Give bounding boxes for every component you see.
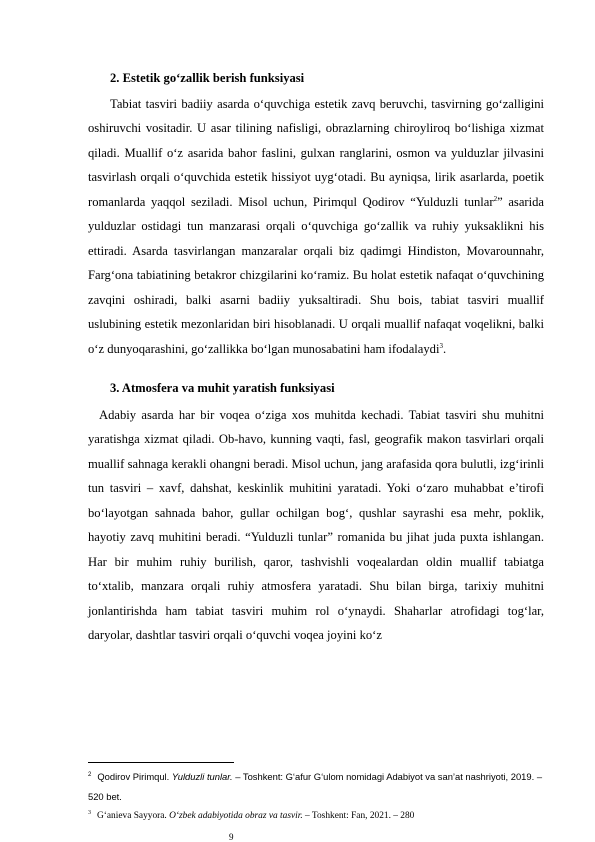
footnote-author: G‘anieva Sayyora. — [97, 811, 167, 821]
footnote-number: 2 — [88, 771, 92, 778]
section-heading-aesthetic: 2. Estetik go‘zallik berish funksiyasi — [110, 71, 305, 85]
footnote-author: Qodirov Pirimqul. — [97, 771, 170, 782]
footnote-number: 3 — [88, 809, 91, 816]
footnote-title: Yulduzli tunlar. — [171, 771, 233, 782]
footnote-ref[interactable]: 3 — [439, 341, 443, 350]
paragraph-aesthetic — [88, 92, 544, 361]
footnote-title: O‘zbek adabiyotida obraz va tasvir. — [169, 811, 303, 821]
footnote-2 — [88, 767, 548, 807]
section-heading-atmosphere: 3. Atmosfera va muhit yaratish funksiyasi — [110, 381, 335, 395]
paragraph-text: . — [442, 341, 447, 356]
footnote-separator — [88, 762, 234, 763]
footnote-ref[interactable]: 2 — [493, 194, 498, 203]
paragraph-text: Tabiat tasviri badiiy asarda o‘quvchiga estetik zavq beruvchi, tasvirning go‘zalligini oshiruvchi vositadir. U asar tilining nafisligi, obrazlarning chiroyliroq bo‘lishiga xizmat qiladi. Muallif o‘z asarida bahor faslini, gulxan ranglarini, osmon va yulduzlar jilvasini tasvirlash orqali o‘quvchida estetik hissiyot uyg‘otadi. Bu ayniqsa, lirik asarlarda, poetik romanlarda yaqqol seziladi. Misol uchun, Pirimqul Qodirov “Yulduzli tunlar — [88, 97, 544, 209]
footnote-3 — [88, 810, 548, 822]
footnote-details: – Toshkent: Fan, 2021. – 280 — [302, 811, 415, 821]
page-number: 9 — [229, 832, 234, 842]
footnote-details: – Toshkent: G‘afur G‘ulom nomidagi Adabiyot va san’at nashriyoti, 2019. – 520 bet. — [88, 771, 543, 802]
paragraph-atmosphere: Adabiy asarda har bir voqea o‘ziga xos muhitda kechadi. Tabiat tasviri shu muhitni yaratishga xizmat qiladi. Ob-havo, kunning vaqti, fasl, geografik makon tasvirlari orqali muallif sahnaga kerakli ohangni beradi. Misol uchun, jang arafasida qora bulutli, izg‘irinli tun tasviri – xavf, dahshat, keskinlik muhitini yaratadi. Yoki o‘zaro muhabbat e’tirofi bo‘layotgan sahnada bahor, gullar ochilgan bog‘, qushlar sayrashi esa mehr, poklik, hayotiy zavq muhitini beradi. “Yulduzli tunlar” romanida bu jihat juda puxta ishlangan. Har bir muhim ruhiy burilish, qaror, tashvishli voqealardan oldin muallif tabiatga to‘xtalib, manzara orqali ruhiy atmosfera yaratadi. Shu bilan birga, tarixiy muhitni jonlantirishda ham tabiat tasviri muhim rol o‘ynaydi. Shaharlar atrofidagi tog‘lar, daryolar, dashtlar tasviri orqali o‘quvchi voqea joyini ko‘z — [88, 408, 544, 643]
paragraph-text: ” asarida yulduzlar ostidagi tun manzarasi orqali o‘quvchiga go‘zallik va ruhiy yuksaklikni his ettiradi. Asarda tasvirlangan manzaralar orqali biz qadimgi Hindiston, Movarounnahr, Farg‘ona tabiatining betakror chizgilarini ko‘ramiz. Bu holat estetik nafaqat o‘quvchining zavqini oshiradi, balki asarni badiiy yuksaltiradi. Shu bois, tabiat tasviri muallif uslubining estetik mezonlaridan biri hisoblanadi. U orqali muallif nafaqat voqelikni, balki o‘z dunyoqarashini, go‘zallikka bo‘lgan munosabatini ham ifodalaydi — [88, 194, 544, 356]
